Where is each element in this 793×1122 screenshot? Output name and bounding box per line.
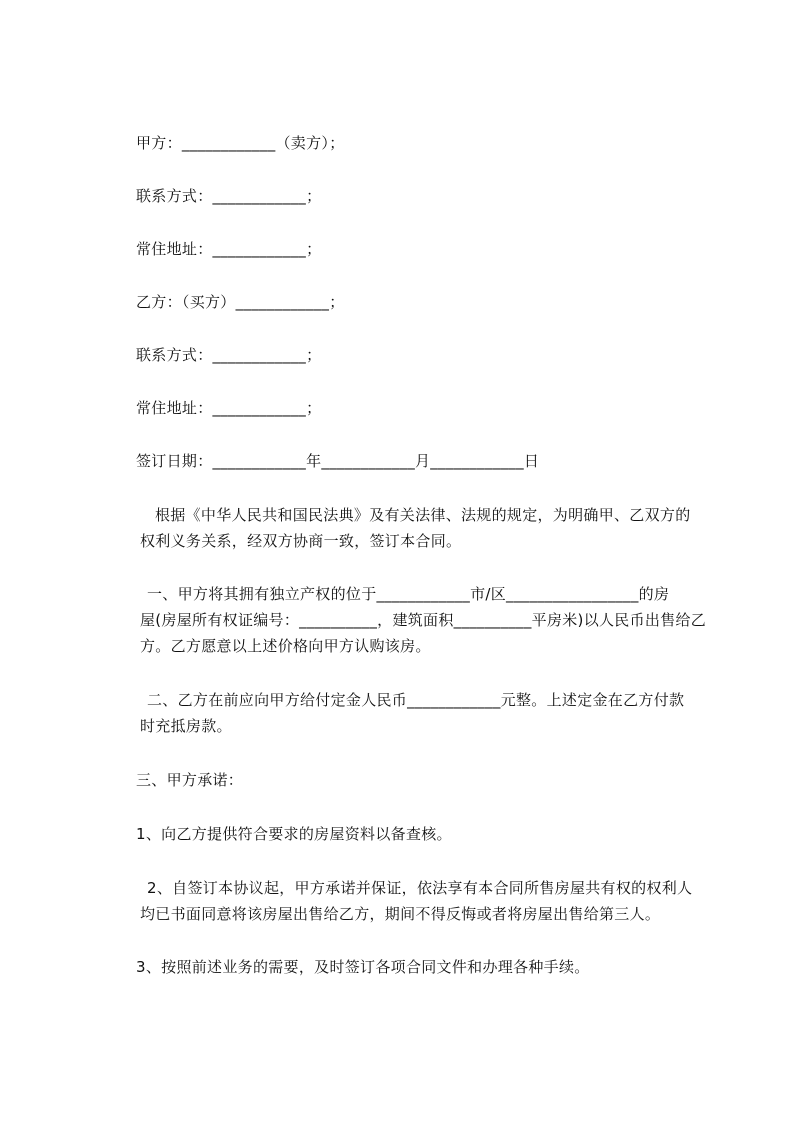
clause-1-line-3: 方。乙方愿意以上述价格向甲方认购该房。 bbox=[140, 637, 431, 655]
clause-3-title: 三、甲方承诺： bbox=[136, 771, 244, 789]
clause-3-item-2-line-1: 2、自签订本协议起，甲方承诺并保证，依法享有本合同所售房屋共有权的权利人 bbox=[147, 879, 693, 897]
clause-3-item-3: 3、按照前述业务的需要，及时签订各项合同文件和办理各种手续。 bbox=[136, 958, 590, 976]
sign-date-field: 签订日期：____________年____________月____________日 bbox=[136, 452, 540, 470]
clause-1-line-1: 一、甲方将其拥有独立产权的位于____________市/区_________________的房 bbox=[147, 585, 670, 603]
party-a-field: 甲方：____________（卖方）； bbox=[136, 134, 345, 152]
clause-2-line-1: 二、乙方在前应向甲方给付定金人民币____________元整。上述定金在乙方付款 bbox=[147, 691, 685, 709]
party-a-address-field: 常住地址：____________； bbox=[136, 240, 322, 258]
party-b-field: 乙方：（买方）____________； bbox=[136, 293, 345, 311]
party-b-address-field: 常住地址：____________； bbox=[136, 399, 322, 417]
clause-2-line-2: 时充抵房款。 bbox=[140, 717, 232, 735]
clause-1-line-2: 屋(房屋所有权证编号：__________，建筑面积__________平房米)以人民币出售给乙 bbox=[140, 611, 707, 629]
party-a-contact-field: 联系方式：____________； bbox=[136, 187, 322, 205]
clause-3-item-1: 1、向乙方提供符合要求的房屋资料以备查核。 bbox=[136, 825, 452, 843]
party-b-contact-field: 联系方式：____________； bbox=[136, 346, 322, 364]
clause-3-item-2-line-2: 均已书面同意将该房屋出售给乙方，期间不得反悔或者将房屋出售给第三人。 bbox=[140, 905, 661, 923]
preamble-line-2: 权利义务关系，经双方协商一致，签订本合同。 bbox=[140, 532, 462, 550]
preamble-line-1: 根据《中华人民共和国民法典》及有关法律、法规的规定，为明确甲、乙双方的 bbox=[155, 506, 691, 524]
